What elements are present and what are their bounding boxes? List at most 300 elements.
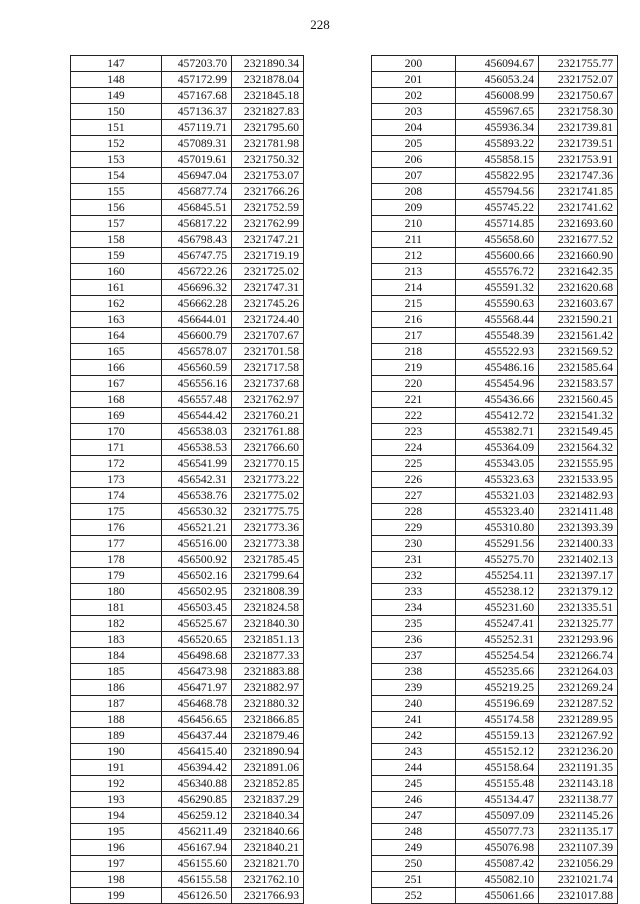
x-coordinate: 455275.70 — [456, 552, 539, 568]
y-coordinate: 2321773.36 — [232, 520, 304, 536]
point-number: 202 — [372, 88, 456, 104]
y-coordinate: 2321482.93 — [539, 488, 618, 504]
point-number: 211 — [372, 232, 456, 248]
point-number: 162 — [71, 296, 162, 312]
y-coordinate: 2321760.21 — [232, 408, 304, 424]
y-coordinate: 2321737.68 — [232, 376, 304, 392]
table-row — [372, 344, 618, 360]
x-coordinate: 456340.88 — [162, 776, 232, 792]
table-row — [372, 104, 618, 120]
point-number: 169 — [71, 408, 162, 424]
y-coordinate: 2321145.26 — [539, 808, 618, 824]
table-row — [71, 424, 304, 440]
x-coordinate: 456947.04 — [162, 168, 232, 184]
y-coordinate: 2321191.35 — [539, 760, 618, 776]
table-row — [372, 360, 618, 376]
point-number: 177 — [71, 536, 162, 552]
y-coordinate: 2321866.85 — [232, 712, 304, 728]
point-number: 198 — [71, 872, 162, 888]
x-coordinate: 455310.80 — [456, 520, 539, 536]
y-coordinate: 2321393.39 — [539, 520, 618, 536]
x-coordinate: 455967.65 — [456, 104, 539, 120]
x-coordinate: 455600.66 — [456, 248, 539, 264]
y-coordinate: 2321719.19 — [232, 248, 304, 264]
x-coordinate: 455254.11 — [456, 568, 539, 584]
y-coordinate: 2321878.04 — [232, 72, 304, 88]
x-coordinate: 455155.48 — [456, 776, 539, 792]
y-coordinate: 2321541.32 — [539, 408, 618, 424]
table-row — [71, 552, 304, 568]
y-coordinate: 2321739.81 — [539, 120, 618, 136]
point-number: 201 — [372, 72, 456, 88]
table-row — [71, 712, 304, 728]
x-coordinate: 456415.40 — [162, 744, 232, 760]
x-coordinate: 456516.00 — [162, 536, 232, 552]
point-number: 157 — [71, 216, 162, 232]
y-coordinate: 2321293.96 — [539, 632, 618, 648]
x-coordinate: 456521.21 — [162, 520, 232, 536]
point-number: 196 — [71, 840, 162, 856]
y-coordinate: 2321745.26 — [232, 296, 304, 312]
y-coordinate: 2321056.29 — [539, 856, 618, 872]
point-number: 212 — [372, 248, 456, 264]
point-number: 220 — [372, 376, 456, 392]
table-row — [372, 632, 618, 648]
table-row — [372, 296, 618, 312]
y-coordinate: 2321773.38 — [232, 536, 304, 552]
table-row — [71, 824, 304, 840]
point-number: 247 — [372, 808, 456, 824]
table-row — [372, 552, 618, 568]
x-coordinate: 456747.75 — [162, 248, 232, 264]
x-coordinate: 455291.56 — [456, 536, 539, 552]
point-number: 215 — [372, 296, 456, 312]
x-coordinate: 456503.45 — [162, 600, 232, 616]
point-number: 176 — [71, 520, 162, 536]
x-coordinate: 456845.51 — [162, 200, 232, 216]
table-row — [372, 664, 618, 680]
y-coordinate: 2321840.30 — [232, 616, 304, 632]
point-number: 213 — [372, 264, 456, 280]
point-number: 183 — [71, 632, 162, 648]
table-row — [71, 216, 304, 232]
point-number: 225 — [372, 456, 456, 472]
point-number: 227 — [372, 488, 456, 504]
point-number: 233 — [372, 584, 456, 600]
point-number: 147 — [71, 56, 162, 72]
x-coordinate: 457172.99 — [162, 72, 232, 88]
y-coordinate: 2321890.94 — [232, 744, 304, 760]
table-row — [372, 136, 618, 152]
x-coordinate: 456053.24 — [456, 72, 539, 88]
point-number: 244 — [372, 760, 456, 776]
x-coordinate: 455076.98 — [456, 840, 539, 856]
x-coordinate: 455548.39 — [456, 328, 539, 344]
point-number: 197 — [71, 856, 162, 872]
x-coordinate: 456126.50 — [162, 888, 232, 904]
x-coordinate: 456502.16 — [162, 568, 232, 584]
y-coordinate: 2321750.67 — [539, 88, 618, 104]
table-row — [372, 504, 618, 520]
x-coordinate: 455436.66 — [456, 392, 539, 408]
table-row — [372, 712, 618, 728]
table-row — [372, 248, 618, 264]
x-coordinate: 455522.93 — [456, 344, 539, 360]
table-row — [372, 168, 618, 184]
table-row — [372, 616, 618, 632]
x-coordinate: 455252.31 — [456, 632, 539, 648]
x-coordinate: 456578.07 — [162, 344, 232, 360]
x-coordinate: 456471.97 — [162, 680, 232, 696]
point-number: 170 — [71, 424, 162, 440]
y-coordinate: 2321620.68 — [539, 280, 618, 296]
table-row — [71, 328, 304, 344]
point-number: 179 — [71, 568, 162, 584]
x-coordinate: 457203.70 — [162, 56, 232, 72]
x-coordinate: 456644.01 — [162, 312, 232, 328]
point-number: 161 — [71, 280, 162, 296]
y-coordinate: 2321379.12 — [539, 584, 618, 600]
x-coordinate: 456498.68 — [162, 648, 232, 664]
y-coordinate: 2321770.15 — [232, 456, 304, 472]
x-coordinate: 455174.58 — [456, 712, 539, 728]
table-row — [71, 584, 304, 600]
coordinate-table-right — [371, 55, 618, 904]
table-row — [71, 696, 304, 712]
table-row — [372, 312, 618, 328]
point-number: 188 — [71, 712, 162, 728]
x-coordinate: 455238.12 — [456, 584, 539, 600]
y-coordinate: 2321753.91 — [539, 152, 618, 168]
table-row — [372, 408, 618, 424]
point-number: 187 — [71, 696, 162, 712]
y-coordinate: 2321755.77 — [539, 56, 618, 72]
point-number: 206 — [372, 152, 456, 168]
point-number: 192 — [71, 776, 162, 792]
table-row — [372, 392, 618, 408]
y-coordinate: 2321583.57 — [539, 376, 618, 392]
table-row — [71, 456, 304, 472]
table-row — [71, 392, 304, 408]
point-number: 245 — [372, 776, 456, 792]
x-coordinate: 455858.15 — [456, 152, 539, 168]
table-row — [372, 72, 618, 88]
table-row — [71, 792, 304, 808]
point-number: 182 — [71, 616, 162, 632]
table-row — [372, 280, 618, 296]
table-row — [71, 184, 304, 200]
y-coordinate: 2321585.64 — [539, 360, 618, 376]
table-row — [71, 296, 304, 312]
y-coordinate: 2321289.95 — [539, 712, 618, 728]
y-coordinate: 2321569.52 — [539, 344, 618, 360]
table-row — [71, 856, 304, 872]
y-coordinate: 2321747.21 — [232, 232, 304, 248]
point-number: 205 — [372, 136, 456, 152]
x-coordinate: 456538.53 — [162, 440, 232, 456]
point-number: 185 — [71, 664, 162, 680]
x-coordinate: 455936.34 — [456, 120, 539, 136]
y-coordinate: 2321397.17 — [539, 568, 618, 584]
point-number: 242 — [372, 728, 456, 744]
x-coordinate: 455152.12 — [456, 744, 539, 760]
table-row — [372, 120, 618, 136]
y-coordinate: 2321758.30 — [539, 104, 618, 120]
table-row — [372, 568, 618, 584]
x-coordinate: 456473.98 — [162, 664, 232, 680]
x-coordinate: 455235.66 — [456, 664, 539, 680]
y-coordinate: 2321840.66 — [232, 824, 304, 840]
table-row — [71, 728, 304, 744]
x-coordinate: 456502.95 — [162, 584, 232, 600]
point-number: 238 — [372, 664, 456, 680]
point-number: 154 — [71, 168, 162, 184]
y-coordinate: 2321724.40 — [232, 312, 304, 328]
table-row — [71, 616, 304, 632]
y-coordinate: 2321017.88 — [539, 888, 618, 904]
table-row — [71, 360, 304, 376]
x-coordinate: 456560.59 — [162, 360, 232, 376]
point-number: 156 — [71, 200, 162, 216]
point-number: 223 — [372, 424, 456, 440]
y-coordinate: 2321775.75 — [232, 504, 304, 520]
table-row — [71, 648, 304, 664]
point-number: 226 — [372, 472, 456, 488]
y-coordinate: 2321795.60 — [232, 120, 304, 136]
y-coordinate: 2321560.45 — [539, 392, 618, 408]
y-coordinate: 2321725.02 — [232, 264, 304, 280]
point-number: 163 — [71, 312, 162, 328]
table-row — [71, 56, 304, 72]
x-coordinate: 455893.22 — [456, 136, 539, 152]
table-row — [71, 536, 304, 552]
y-coordinate: 2321827.83 — [232, 104, 304, 120]
table-row — [71, 152, 304, 168]
point-number: 186 — [71, 680, 162, 696]
table-row — [372, 56, 618, 72]
table-row — [71, 248, 304, 264]
x-coordinate: 455087.42 — [456, 856, 539, 872]
x-coordinate: 455196.69 — [456, 696, 539, 712]
x-coordinate: 456662.28 — [162, 296, 232, 312]
y-coordinate: 2321590.21 — [539, 312, 618, 328]
table-row — [71, 200, 304, 216]
y-coordinate: 2321741.85 — [539, 184, 618, 200]
y-coordinate: 2321840.34 — [232, 808, 304, 824]
table-row — [71, 568, 304, 584]
x-coordinate: 456722.26 — [162, 264, 232, 280]
y-coordinate: 2321840.21 — [232, 840, 304, 856]
point-number: 230 — [372, 536, 456, 552]
point-number: 239 — [372, 680, 456, 696]
point-number: 173 — [71, 472, 162, 488]
x-coordinate: 456290.85 — [162, 792, 232, 808]
y-coordinate: 2321851.13 — [232, 632, 304, 648]
point-number: 240 — [372, 696, 456, 712]
y-coordinate: 2321717.58 — [232, 360, 304, 376]
x-coordinate: 455247.41 — [456, 616, 539, 632]
point-number: 219 — [372, 360, 456, 376]
y-coordinate: 2321750.32 — [232, 152, 304, 168]
y-coordinate: 2321693.60 — [539, 216, 618, 232]
table-row — [71, 488, 304, 504]
y-coordinate: 2321411.48 — [539, 504, 618, 520]
point-number: 209 — [372, 200, 456, 216]
table-row — [372, 328, 618, 344]
point-number: 165 — [71, 344, 162, 360]
point-number: 168 — [71, 392, 162, 408]
table-row — [71, 600, 304, 616]
point-number: 243 — [372, 744, 456, 760]
x-coordinate: 455745.22 — [456, 200, 539, 216]
x-coordinate: 456456.65 — [162, 712, 232, 728]
y-coordinate: 2321138.77 — [539, 792, 618, 808]
x-coordinate: 456798.43 — [162, 232, 232, 248]
table-row — [372, 424, 618, 440]
x-coordinate: 456544.42 — [162, 408, 232, 424]
x-coordinate: 455794.56 — [456, 184, 539, 200]
x-coordinate: 456259.12 — [162, 808, 232, 824]
y-coordinate: 2321766.93 — [232, 888, 304, 904]
y-coordinate: 2321852.85 — [232, 776, 304, 792]
x-coordinate: 455134.47 — [456, 792, 539, 808]
y-coordinate: 2321883.88 — [232, 664, 304, 680]
table-row — [372, 760, 618, 776]
point-number: 204 — [372, 120, 456, 136]
table-row — [372, 376, 618, 392]
table-row — [71, 168, 304, 184]
y-coordinate: 2321845.18 — [232, 88, 304, 104]
x-coordinate: 455591.32 — [456, 280, 539, 296]
point-number: 181 — [71, 600, 162, 616]
table-row — [71, 520, 304, 536]
y-coordinate: 2321549.45 — [539, 424, 618, 440]
table-row — [71, 632, 304, 648]
table-row — [71, 232, 304, 248]
point-number: 231 — [372, 552, 456, 568]
table-row — [372, 872, 618, 888]
point-number: 208 — [372, 184, 456, 200]
table-row — [71, 664, 304, 680]
point-number: 232 — [372, 568, 456, 584]
table-row — [71, 104, 304, 120]
y-coordinate: 2321143.18 — [539, 776, 618, 792]
point-number: 164 — [71, 328, 162, 344]
point-number: 199 — [71, 888, 162, 904]
point-number: 216 — [372, 312, 456, 328]
y-coordinate: 2321701.58 — [232, 344, 304, 360]
point-number: 152 — [71, 136, 162, 152]
point-number: 180 — [71, 584, 162, 600]
point-number: 160 — [71, 264, 162, 280]
table-row — [71, 472, 304, 488]
x-coordinate: 456696.32 — [162, 280, 232, 296]
table-row — [71, 312, 304, 328]
y-coordinate: 2321107.39 — [539, 840, 618, 856]
x-coordinate: 455822.95 — [456, 168, 539, 184]
table-row — [71, 440, 304, 456]
x-coordinate: 456530.32 — [162, 504, 232, 520]
y-coordinate: 2321335.51 — [539, 600, 618, 616]
point-number: 155 — [71, 184, 162, 200]
table-row — [372, 88, 618, 104]
table-row — [71, 264, 304, 280]
x-coordinate: 455159.13 — [456, 728, 539, 744]
table-row — [71, 840, 304, 856]
table-row — [372, 152, 618, 168]
y-coordinate: 2321264.03 — [539, 664, 618, 680]
y-coordinate: 2321267.92 — [539, 728, 618, 744]
table-row — [71, 120, 304, 136]
y-coordinate: 2321564.32 — [539, 440, 618, 456]
point-number: 229 — [372, 520, 456, 536]
table-row — [372, 840, 618, 856]
point-number: 149 — [71, 88, 162, 104]
point-number: 193 — [71, 792, 162, 808]
x-coordinate: 456541.99 — [162, 456, 232, 472]
y-coordinate: 2321266.74 — [539, 648, 618, 664]
point-number: 148 — [71, 72, 162, 88]
y-coordinate: 2321781.98 — [232, 136, 304, 152]
point-number: 189 — [71, 728, 162, 744]
point-number: 171 — [71, 440, 162, 456]
x-coordinate: 456468.78 — [162, 696, 232, 712]
y-coordinate: 2321762.10 — [232, 872, 304, 888]
y-coordinate: 2321808.39 — [232, 584, 304, 600]
x-coordinate: 456211.49 — [162, 824, 232, 840]
point-number: 234 — [372, 600, 456, 616]
y-coordinate: 2321766.60 — [232, 440, 304, 456]
y-coordinate: 2321603.67 — [539, 296, 618, 312]
x-coordinate: 455097.09 — [456, 808, 539, 824]
x-coordinate: 455568.44 — [456, 312, 539, 328]
x-coordinate: 456167.94 — [162, 840, 232, 856]
y-coordinate: 2321021.74 — [539, 872, 618, 888]
point-number: 166 — [71, 360, 162, 376]
table-row — [71, 88, 304, 104]
y-coordinate: 2321785.45 — [232, 552, 304, 568]
x-coordinate: 456538.76 — [162, 488, 232, 504]
x-coordinate: 455231.60 — [456, 600, 539, 616]
point-number: 236 — [372, 632, 456, 648]
point-number: 252 — [372, 888, 456, 904]
y-coordinate: 2321135.17 — [539, 824, 618, 840]
y-coordinate: 2321747.36 — [539, 168, 618, 184]
table-row — [372, 232, 618, 248]
x-coordinate: 456008.99 — [456, 88, 539, 104]
table-row — [372, 728, 618, 744]
table-row — [71, 760, 304, 776]
y-coordinate: 2321533.95 — [539, 472, 618, 488]
point-number: 235 — [372, 616, 456, 632]
point-number: 150 — [71, 104, 162, 120]
table-row — [71, 744, 304, 760]
point-number: 178 — [71, 552, 162, 568]
x-coordinate: 456500.92 — [162, 552, 232, 568]
y-coordinate: 2321837.29 — [232, 792, 304, 808]
x-coordinate: 457136.37 — [162, 104, 232, 120]
point-number: 158 — [71, 232, 162, 248]
y-coordinate: 2321287.52 — [539, 696, 618, 712]
y-coordinate: 2321775.02 — [232, 488, 304, 504]
x-coordinate: 455364.09 — [456, 440, 539, 456]
y-coordinate: 2321799.64 — [232, 568, 304, 584]
x-coordinate: 455323.63 — [456, 472, 539, 488]
x-coordinate: 456155.60 — [162, 856, 232, 872]
x-coordinate: 456556.16 — [162, 376, 232, 392]
y-coordinate: 2321882.97 — [232, 680, 304, 696]
x-coordinate: 456520.65 — [162, 632, 232, 648]
